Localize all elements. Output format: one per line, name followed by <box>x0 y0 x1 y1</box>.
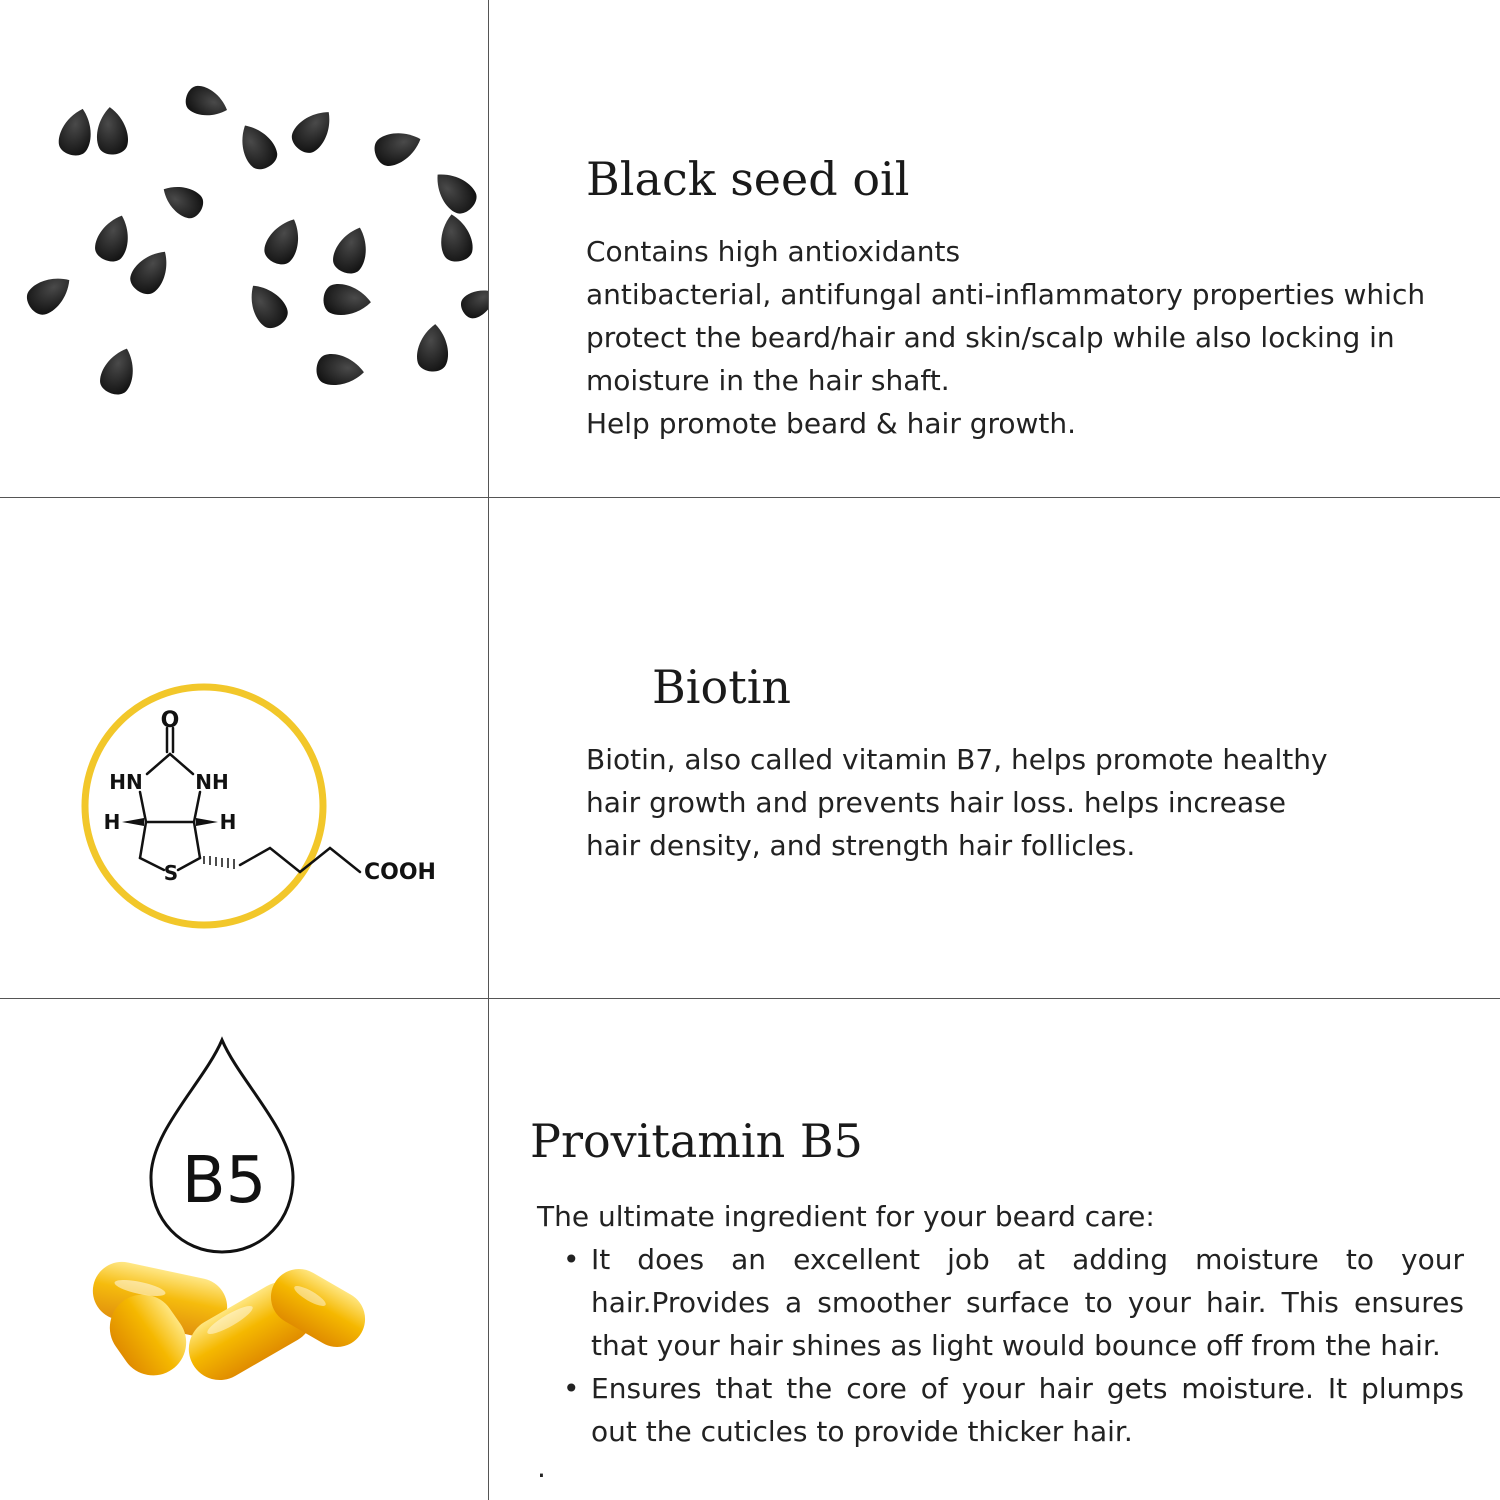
list-item: • Ensures that the core of your hair gets moisture. It plumps out the cuticles to provide thicker hair. <box>591 1367 1464 1453</box>
capsules-image <box>87 1256 375 1390</box>
section-description <box>586 738 1336 867</box>
text-line: Help promote beard & hair growth. <box>586 407 1077 440</box>
horizontal-divider <box>0 497 1500 498</box>
b5-drop-icon <box>80 1030 380 1390</box>
section-title: Black seed oil <box>586 152 910 206</box>
atom-label: O <box>160 708 180 733</box>
section-description <box>586 230 1490 445</box>
text-line: Contains high antioxidants <box>586 235 961 268</box>
text-line: antibacterial, antifungal anti-inflammatory properties which protect the beard/hair and skin/scalp while also locking in moisture in the hair shaft. <box>586 278 1426 397</box>
atom-label: COOH <box>364 860 436 885</box>
atom-label: S <box>163 861 179 885</box>
atom-label: HN <box>109 770 143 794</box>
biotin-molecule-image <box>60 670 460 940</box>
section-description <box>537 1195 1464 1483</box>
yellow-ring-icon <box>85 687 323 925</box>
section-title: Provitamin B5 <box>530 1114 863 1168</box>
vertical-divider <box>488 0 489 1500</box>
text-block: Biotin, also called vitamin B7, helps promote healthy hair growth and prevents hair loss. helps increase hair density, and strength hair follicles. <box>586 743 1328 862</box>
atom-label: H <box>219 810 237 834</box>
atom-label: NH <box>195 770 229 794</box>
horizontal-divider <box>0 998 1500 999</box>
trailing-mark: . <box>537 1451 546 1484</box>
section-title: Biotin <box>652 660 792 714</box>
b5-label: B5 <box>181 1144 267 1218</box>
atom-label: H <box>103 810 121 834</box>
intro-text: The ultimate ingredient for your beard care: <box>537 1200 1155 1233</box>
list-item: • It does an excellent job at adding moisture to your hair.Provides a smoother surface to your hair. This ensures that your hair shines as light would bounce off from the hair. <box>591 1238 1464 1367</box>
bullet-list <box>537 1238 1464 1453</box>
black-seeds-image <box>0 0 488 497</box>
